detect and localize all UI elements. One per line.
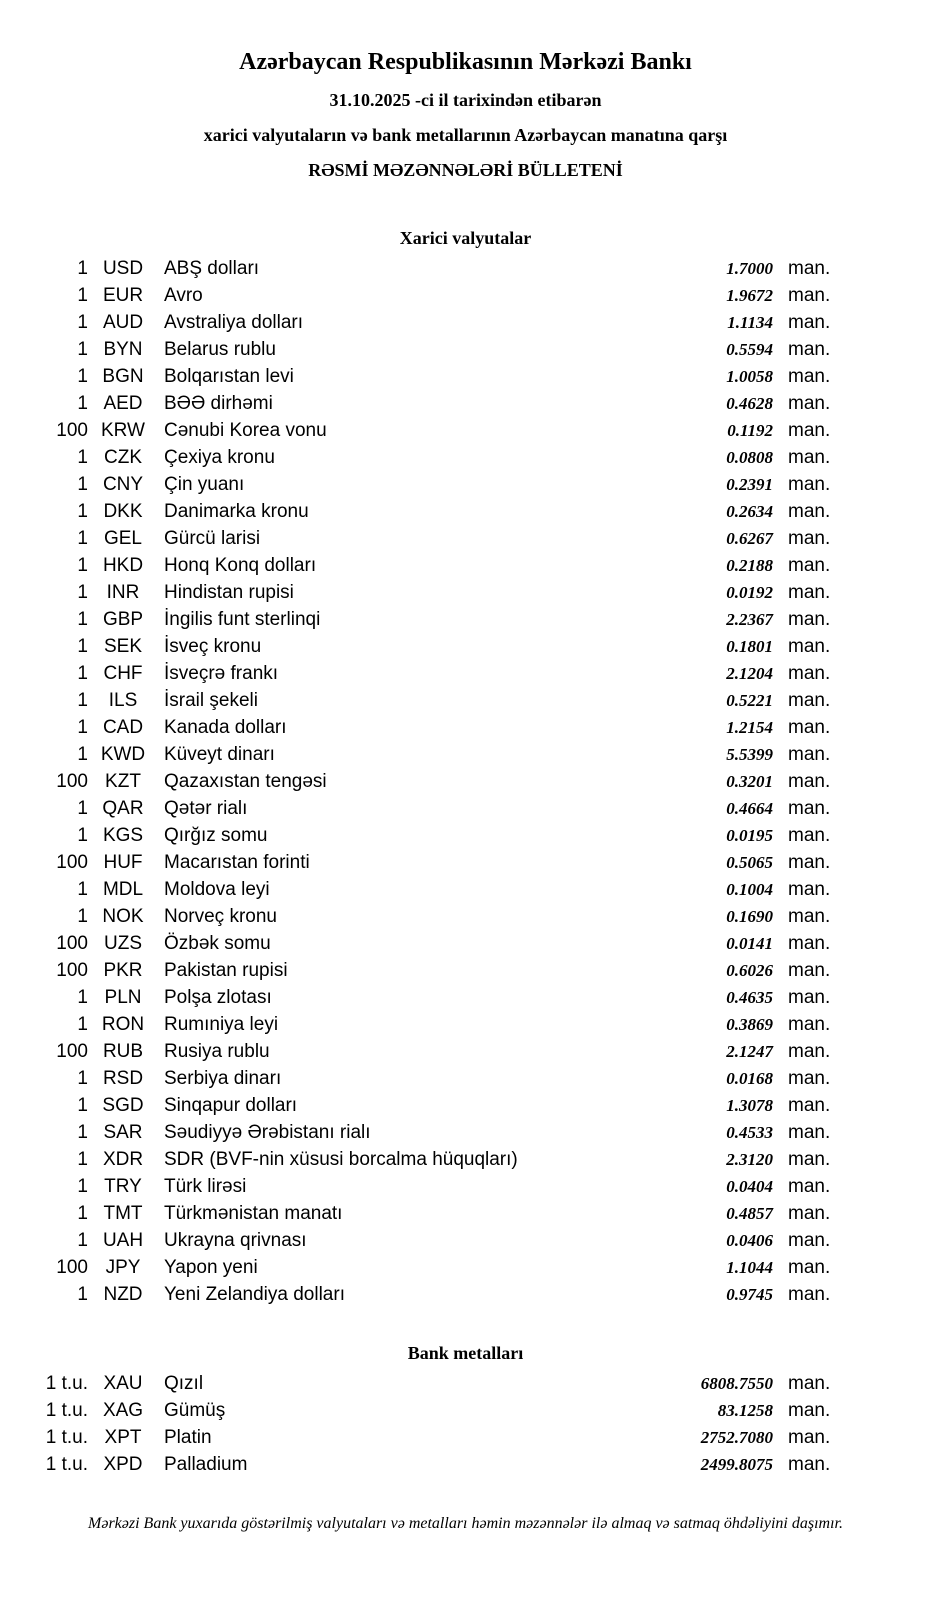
rate-table bbox=[0, 1370, 931, 1478]
rate-row bbox=[30, 390, 847, 417]
rate-unit: man. bbox=[788, 609, 831, 630]
rate-value: 0.4664 bbox=[726, 799, 773, 818]
quantity: 1 bbox=[77, 663, 88, 684]
rate-value: 1.9672 bbox=[726, 286, 773, 305]
currency-code: XAG bbox=[102, 1400, 144, 1421]
quantity: 1 bbox=[77, 1014, 88, 1035]
currency-code: SAR bbox=[103, 1122, 143, 1143]
rate-value: 0.5065 bbox=[726, 853, 773, 872]
currency-name: ABŞ dolları bbox=[164, 258, 260, 279]
currency-code: XPD bbox=[103, 1454, 143, 1475]
currency-name: Avro bbox=[164, 285, 203, 306]
rate-value: 0.1801 bbox=[726, 637, 773, 656]
rate-value: 1.3078 bbox=[726, 1096, 773, 1115]
rate-row bbox=[30, 741, 847, 768]
rate-value: 0.6026 bbox=[726, 961, 773, 980]
rate-value: 0.0168 bbox=[726, 1069, 773, 1088]
rate-row bbox=[30, 498, 847, 525]
quantity: 1 bbox=[77, 1284, 88, 1305]
rate-unit: man. bbox=[788, 744, 831, 765]
rate-value: 0.2391 bbox=[726, 475, 773, 494]
currency-name: Honq Konq dolları bbox=[164, 555, 317, 576]
quantity: 1 bbox=[77, 744, 88, 765]
currency-code: CZK bbox=[104, 447, 142, 468]
currency-code: JPY bbox=[105, 1257, 141, 1278]
currency-name: Səudiyyə Ərəbistanı rialı bbox=[164, 1122, 371, 1143]
rate-unit: man. bbox=[788, 393, 831, 414]
rate-row bbox=[30, 768, 847, 795]
rate-value: 0.4533 bbox=[726, 1123, 773, 1142]
currency-name: Qırğız somu bbox=[164, 825, 268, 846]
currency-name: Qazaxıstan tengəsi bbox=[164, 771, 327, 792]
quantity: 1 bbox=[77, 582, 88, 603]
rate-value: 0.5221 bbox=[726, 691, 773, 710]
rate-unit: man. bbox=[788, 1095, 831, 1116]
rate-row bbox=[30, 1424, 847, 1451]
currency-code: KWD bbox=[100, 744, 146, 765]
bulletin-heading: RƏSMİ MƏZƏNNƏLƏRİ BÜLLETENİ bbox=[308, 160, 623, 180]
currency-code: BGN bbox=[102, 366, 144, 387]
rate-unit: man. bbox=[788, 366, 831, 387]
currency-name: SDR (BVF-nin xüsusi borcalma hüquqları) bbox=[164, 1149, 518, 1170]
rate-row bbox=[30, 930, 847, 957]
currency-code: QAR bbox=[102, 798, 144, 819]
currency-name: Küveyt dinarı bbox=[164, 744, 275, 765]
rate-value: 1.7000 bbox=[726, 259, 773, 278]
rate-row bbox=[30, 309, 847, 336]
quantity: 1 bbox=[77, 258, 88, 279]
rate-value: 2.3120 bbox=[726, 1150, 773, 1169]
currency-code: BYN bbox=[103, 339, 143, 360]
rate-unit: man. bbox=[788, 1041, 831, 1062]
rate-value: 0.4635 bbox=[726, 988, 773, 1007]
rate-value: 1.1134 bbox=[727, 313, 773, 332]
rate-value: 0.0192 bbox=[726, 583, 773, 602]
rate-row bbox=[30, 903, 847, 930]
rate-unit: man. bbox=[788, 1257, 831, 1278]
currency-name: Gürcü larisi bbox=[164, 528, 261, 549]
currency-name: İsveç kronu bbox=[164, 636, 262, 657]
quantity: 1 bbox=[77, 1203, 88, 1224]
quantity: 1 bbox=[77, 528, 88, 549]
currency-name: Polşa zlotası bbox=[164, 987, 272, 1008]
currency-name: Kanada dolları bbox=[164, 717, 287, 738]
rate-value: 0.0404 bbox=[726, 1177, 773, 1196]
quantity: 1 bbox=[77, 447, 88, 468]
currency-name: Türkmənistan manatı bbox=[164, 1203, 343, 1224]
rate-value: 5.5399 bbox=[726, 745, 773, 764]
quantity: 1 bbox=[77, 501, 88, 522]
rate-row bbox=[30, 1370, 847, 1397]
rate-row bbox=[30, 1227, 847, 1254]
quantity: 100 bbox=[56, 933, 88, 954]
rate-unit: man. bbox=[788, 1373, 831, 1394]
currency-name: İsveçrə frankı bbox=[164, 663, 279, 684]
rate-value: 0.2634 bbox=[726, 502, 773, 521]
quantity: 1 bbox=[77, 393, 88, 414]
rate-unit: man. bbox=[788, 1176, 831, 1197]
currency-name: Belarus rublu bbox=[164, 339, 276, 360]
effective-date-line: 31.10.2025 -ci il tarixindən etibarən bbox=[329, 90, 602, 110]
rate-value: 2499.8075 bbox=[700, 1455, 773, 1474]
currency-code: UAH bbox=[102, 1230, 144, 1251]
currency-name: Rumıniya leyi bbox=[164, 1014, 279, 1035]
currency-name: Hindistan rupisi bbox=[164, 582, 294, 603]
rate-row bbox=[30, 606, 847, 633]
currency-code: GEL bbox=[103, 528, 143, 549]
quantity: 1 bbox=[77, 339, 88, 360]
currency-code: CHF bbox=[103, 663, 143, 684]
rate-unit: man. bbox=[788, 474, 831, 495]
currency-name: Bolqarıstan levi bbox=[164, 366, 294, 387]
quantity: 1 bbox=[77, 1176, 88, 1197]
quantity: 100 bbox=[56, 960, 88, 981]
quantity: 1 bbox=[77, 636, 88, 657]
rate-unit: man. bbox=[788, 987, 831, 1008]
rate-unit: man. bbox=[788, 933, 831, 954]
rate-row bbox=[30, 633, 847, 660]
rate-unit: man. bbox=[788, 528, 831, 549]
rate-unit: man. bbox=[788, 1122, 831, 1143]
currency-code: GBP bbox=[102, 609, 144, 630]
currency-code: CAD bbox=[102, 717, 144, 738]
rate-row bbox=[30, 1397, 847, 1424]
rate-unit: man. bbox=[788, 1014, 831, 1035]
currency-code: NZD bbox=[103, 1284, 143, 1305]
rate-unit: man. bbox=[788, 879, 831, 900]
quantity: 1 bbox=[77, 1149, 88, 1170]
rate-value: 2.1204 bbox=[726, 664, 773, 683]
rate-unit: man. bbox=[788, 852, 831, 873]
section-title: Xarici valyutalar bbox=[399, 228, 532, 248]
currency-code: TMT bbox=[103, 1203, 143, 1224]
rate-row bbox=[30, 687, 847, 714]
currency-code: MDL bbox=[102, 879, 144, 900]
rate-row bbox=[30, 579, 847, 606]
currency-code: TRY bbox=[104, 1176, 142, 1197]
rate-value: 0.1690 bbox=[726, 907, 773, 926]
quantity: 1 bbox=[77, 1230, 88, 1251]
currency-name: Danimarka kronu bbox=[164, 501, 309, 522]
rate-unit: man. bbox=[788, 663, 831, 684]
currency-code: RON bbox=[101, 1014, 145, 1035]
currency-code: KGS bbox=[102, 825, 144, 846]
rate-row bbox=[30, 1146, 847, 1173]
rate-row bbox=[30, 876, 847, 903]
currency-code: KZT bbox=[105, 771, 141, 792]
rate-row bbox=[30, 282, 847, 309]
rate-unit: man. bbox=[788, 312, 831, 333]
rate-value: 0.2188 bbox=[726, 556, 773, 575]
quantity: 100 bbox=[56, 1041, 88, 1062]
rate-unit: man. bbox=[788, 1400, 831, 1421]
rate-unit: man. bbox=[788, 960, 831, 981]
currency-code: ILS bbox=[108, 690, 138, 711]
rate-row bbox=[30, 849, 847, 876]
currency-name: BƏƏ dirhəmi bbox=[164, 393, 273, 414]
currency-code: SEK bbox=[103, 636, 143, 657]
rate-row bbox=[30, 1254, 847, 1281]
quantity: 1 t.u. bbox=[45, 1400, 88, 1421]
currency-name: Cənubi Korea vonu bbox=[164, 420, 327, 441]
rate-row bbox=[30, 660, 847, 687]
rate-unit: man. bbox=[788, 717, 831, 738]
currency-code: HKD bbox=[102, 555, 144, 576]
rate-value: 1.0058 bbox=[726, 367, 773, 386]
rate-row bbox=[30, 1065, 847, 1092]
rate-unit: man. bbox=[788, 1454, 831, 1475]
quantity: 1 bbox=[77, 366, 88, 387]
rate-value: 0.4857 bbox=[726, 1204, 773, 1223]
rate-unit: man. bbox=[788, 636, 831, 657]
quantity: 1 bbox=[77, 285, 88, 306]
currency-name: Sinqapur dolları bbox=[164, 1095, 298, 1116]
rate-value: 0.0406 bbox=[726, 1231, 773, 1250]
rate-row bbox=[30, 822, 847, 849]
rate-value: 0.1192 bbox=[727, 421, 773, 440]
quantity: 1 bbox=[77, 987, 88, 1008]
quantity: 1 t.u. bbox=[45, 1454, 88, 1475]
rate-row bbox=[30, 471, 847, 498]
section-title: Bank metalları bbox=[407, 1343, 524, 1363]
rate-unit: man. bbox=[788, 420, 831, 441]
rate-row bbox=[30, 795, 847, 822]
currency-name: Ukrayna qrivnası bbox=[164, 1230, 307, 1251]
currency-code: RSD bbox=[102, 1068, 144, 1089]
rate-value: 2.1247 bbox=[726, 1042, 773, 1061]
rate-unit: man. bbox=[788, 339, 831, 360]
currency-code: NOK bbox=[102, 906, 144, 927]
rate-row bbox=[30, 336, 847, 363]
rate-value: 0.0808 bbox=[726, 448, 773, 467]
rate-value: 0.5594 bbox=[726, 340, 773, 359]
currency-name: Türk lirəsi bbox=[164, 1176, 247, 1197]
quantity: 1 bbox=[77, 906, 88, 927]
quantity: 100 bbox=[56, 1257, 88, 1278]
currency-code: USD bbox=[102, 258, 144, 279]
currency-code: XPT bbox=[104, 1427, 142, 1448]
rate-row bbox=[30, 1173, 847, 1200]
rate-unit: man. bbox=[788, 1149, 831, 1170]
currency-code: RUB bbox=[102, 1041, 144, 1062]
rate-unit: man. bbox=[788, 555, 831, 576]
currency-code: DKK bbox=[103, 501, 143, 522]
rate-value: 0.0141 bbox=[726, 934, 773, 953]
rate-unit: man. bbox=[788, 1230, 831, 1251]
currency-name: Çexiya kronu bbox=[164, 447, 275, 468]
quantity: 100 bbox=[56, 420, 88, 441]
currency-code: CNY bbox=[102, 474, 144, 495]
rate-unit: man. bbox=[788, 690, 831, 711]
rate-value: 1.2154 bbox=[726, 718, 773, 737]
quantity: 1 t.u. bbox=[45, 1373, 88, 1394]
quantity: 1 bbox=[77, 690, 88, 711]
rate-row bbox=[30, 417, 847, 444]
currency-name: Qətər rialı bbox=[164, 798, 248, 819]
rate-value: 83.1258 bbox=[717, 1401, 773, 1420]
rate-row bbox=[30, 1011, 847, 1038]
quantity: 1 bbox=[77, 1068, 88, 1089]
rate-value: 0.0195 bbox=[726, 826, 773, 845]
rate-row bbox=[30, 714, 847, 741]
currency-code: UZS bbox=[104, 933, 142, 954]
rate-unit: man. bbox=[788, 906, 831, 927]
rate-unit: man. bbox=[788, 825, 831, 846]
rate-value: 0.3869 bbox=[726, 1015, 773, 1034]
currency-code: SGD bbox=[102, 1095, 144, 1116]
rate-value: 0.1004 bbox=[726, 880, 773, 899]
currency-code: AED bbox=[103, 393, 143, 414]
quantity: 1 bbox=[77, 798, 88, 819]
description-line: xarici valyutaların və bank metallarının Azərbaycan manatına qarşı bbox=[203, 125, 728, 145]
currency-name: Macarıstan forinti bbox=[164, 852, 310, 873]
rate-value: 0.6267 bbox=[726, 529, 773, 548]
rate-unit: man. bbox=[788, 771, 831, 792]
rate-row bbox=[30, 255, 847, 282]
rate-value: 0.9745 bbox=[726, 1285, 773, 1304]
quantity: 1 bbox=[77, 1095, 88, 1116]
currency-code: INR bbox=[106, 582, 140, 603]
rate-row bbox=[30, 444, 847, 471]
currency-name: Çin yuanı bbox=[164, 474, 245, 495]
quantity: 1 bbox=[77, 879, 88, 900]
currency-name: Pakistan rupisi bbox=[164, 960, 288, 981]
rate-value: 1.1044 bbox=[726, 1258, 773, 1277]
currency-name: Özbək somu bbox=[164, 933, 271, 954]
quantity: 1 t.u. bbox=[45, 1427, 88, 1448]
currency-code: AUD bbox=[102, 312, 144, 333]
rate-value: 0.3201 bbox=[726, 772, 773, 791]
currency-name: Palladium bbox=[164, 1454, 248, 1475]
rate-table bbox=[0, 255, 931, 1308]
rate-value: 6808.7550 bbox=[700, 1374, 773, 1393]
rate-value: 0.4628 bbox=[726, 394, 773, 413]
rate-unit: man. bbox=[788, 582, 831, 603]
page-title: Azərbaycan Respublikasının Mərkəzi Bankı bbox=[239, 49, 692, 75]
currency-name: Rusiya rublu bbox=[164, 1041, 270, 1062]
quantity: 1 bbox=[77, 312, 88, 333]
rate-row bbox=[30, 1281, 847, 1308]
quantity: 1 bbox=[77, 1122, 88, 1143]
rate-unit: man. bbox=[788, 1284, 831, 1305]
currency-code: KRW bbox=[101, 420, 145, 441]
rate-value: 2.2367 bbox=[726, 610, 773, 629]
currency-code: HUF bbox=[103, 852, 143, 873]
currency-code: EUR bbox=[102, 285, 144, 306]
quantity: 100 bbox=[56, 771, 88, 792]
currency-name: İsrail şekeli bbox=[164, 690, 258, 711]
currency-code: PLN bbox=[104, 987, 142, 1008]
rate-row bbox=[30, 552, 847, 579]
currency-name: Platin bbox=[164, 1427, 212, 1448]
quantity: 1 bbox=[77, 825, 88, 846]
rate-unit: man. bbox=[788, 447, 831, 468]
currency-code: XAU bbox=[103, 1373, 143, 1394]
rate-row bbox=[30, 1119, 847, 1146]
rate-sections bbox=[0, 227, 931, 1478]
currency-name: İngilis funt sterlinqi bbox=[164, 609, 321, 630]
rate-unit: man. bbox=[788, 285, 831, 306]
rate-row bbox=[30, 363, 847, 390]
rate-unit: man. bbox=[788, 1068, 831, 1089]
currency-name: Gümüş bbox=[164, 1400, 226, 1421]
quantity: 1 bbox=[77, 717, 88, 738]
rate-unit: man. bbox=[788, 258, 831, 279]
rate-unit: man. bbox=[788, 1427, 831, 1448]
footer-disclaimer: Mərkəzi Bank yuxarıda göstərilmiş valyutaları və metalları həmin məzənnələr ilə almaq və satmaq öhdəliyini daşımır. bbox=[88, 1515, 843, 1532]
rate-unit: man. bbox=[788, 798, 831, 819]
rate-row bbox=[30, 957, 847, 984]
currency-name: Yeni Zelandiya dolları bbox=[164, 1284, 345, 1305]
currency-name: Norveç kronu bbox=[164, 906, 277, 927]
quantity: 1 bbox=[77, 555, 88, 576]
currency-name: Serbiya dinarı bbox=[164, 1068, 282, 1089]
rate-row bbox=[30, 1451, 847, 1478]
currency-code: XDR bbox=[102, 1149, 144, 1170]
rate-row bbox=[30, 1038, 847, 1065]
rate-value: 2752.7080 bbox=[700, 1428, 773, 1447]
rate-unit: man. bbox=[788, 501, 831, 522]
quantity: 1 bbox=[77, 609, 88, 630]
currency-name: Qızıl bbox=[164, 1373, 204, 1394]
rate-row bbox=[30, 1200, 847, 1227]
currency-name: Moldova leyi bbox=[164, 879, 270, 900]
quantity: 1 bbox=[77, 474, 88, 495]
quantity: 100 bbox=[56, 852, 88, 873]
rate-unit: man. bbox=[788, 1203, 831, 1224]
currency-name: Yapon yeni bbox=[164, 1257, 258, 1278]
rate-row bbox=[30, 525, 847, 552]
currency-code: PKR bbox=[103, 960, 143, 981]
currency-name: Avstraliya dolları bbox=[164, 312, 304, 333]
rate-row bbox=[30, 984, 847, 1011]
rate-row bbox=[30, 1092, 847, 1119]
